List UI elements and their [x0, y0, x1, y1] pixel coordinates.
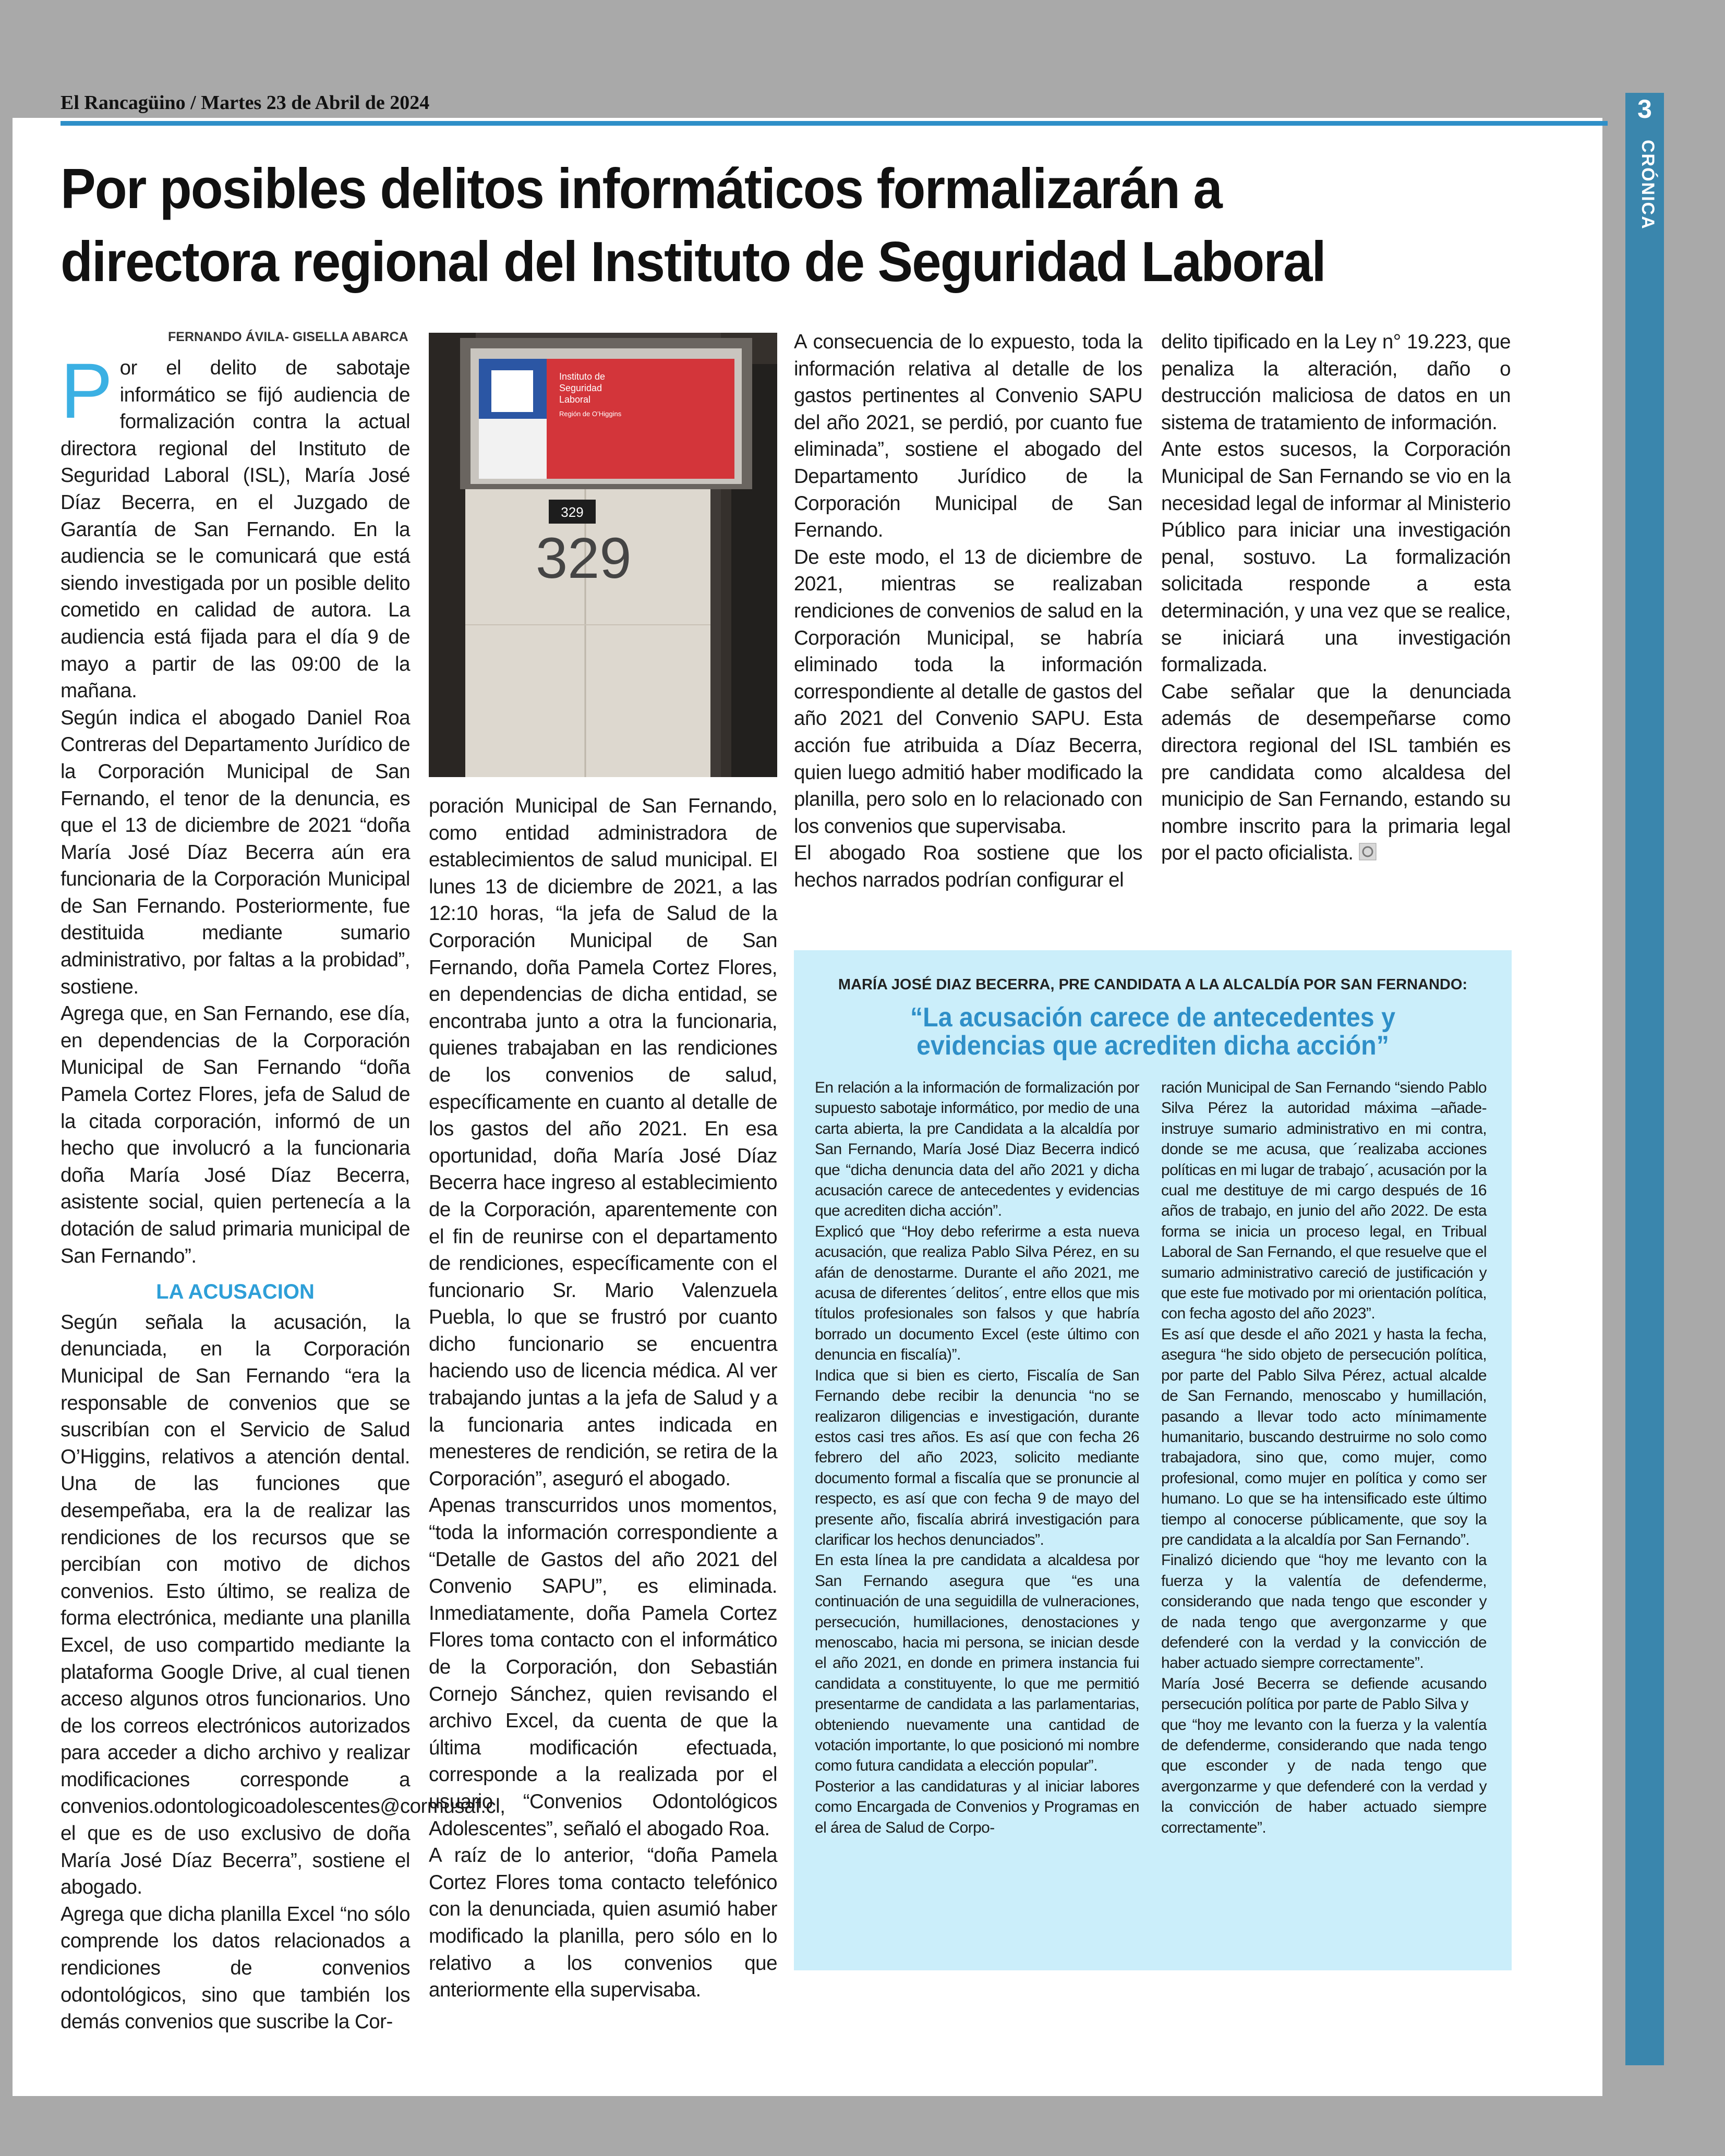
body-paragraph: A consecuencia de lo expuesto, toda la información relativa al detalle de los gastos pertinentes al Convenio SAPU del año 2021, se perdió, por cuanto fue eliminada”, sostiene el abogado del Departamento Jurídico de la Corporación Municipal de San Fernando. [794, 331, 1142, 542]
sidebox-paragraph: En esta línea la pre candidata a alcaldesa por San Fernando asegura que “es una continuación de una seguidilla de vulneraciones, persecución, humillaciones, denostaciones y menoscabo, hacia mi persona, se inician desde el año 2021, en donde en primera instancia fui candidata a constituyente, lo que me permitió presentarme de candidata a las parlamentarias, obteniendo nuevamente una cantidad de votación importante, lo que posicionó mi nombre como futura candidata a elección popular”. [815, 1552, 1139, 1775]
sidebox-column-right [1161, 1077, 1487, 1838]
article-photo [429, 333, 777, 777]
headline-line-1: Por posibles delitos informáticos formalizarán a [61, 157, 1222, 221]
sidebox-title-line-2: evidencias que acrediten dicha acción” [916, 1031, 1389, 1061]
sidebox-title [857, 1003, 1449, 1060]
body-paragraph: Ante estos sucesos, la Corporación Municipal de San Fernando se vio en la necesidad legal de informar al Ministerio Público para iniciar una investigación penal, sostuvo. La formalización solicitada responde a esta determinación, y una vez que se realice, se iniciará una investigación formalizada. [1161, 438, 1511, 676]
body-paragraph: poración Municipal de San Fernando, como entidad administradora de establecimientos de salud municipal. El lunes 13 de diciembre de 2021, a las 12:10 horas, “la jefa de Salud de la Corporación Municipal de San Fernando, doña Pamela Cortez Flores, en dependencias de dicha entidad, se encontraba junto a otra la funcionaria, quienes trabajaban en las rendiciones de los convenios de salud, específicamente en cuanto al detalle de los gastos del año 2021. En esa oportunidad, doña María José Díaz Becerra hace ingreso al establecimiento de la Corporación, aparentemente con el fin de reunirse con el departamento de rendiciones, específicamente con el funcionario Sr. Mario Valenzuela Puebla, lo que se frustró por cuanto dicho funcionario se encuentra haciendo uso de licencia médica. Al ver trabajando juntas a la jefa de Salud y a la funcionaria antes indicada en menesteres de rendición, se retira de la Corporación”, aseguró el abogado. [429, 795, 777, 1490]
publication-name: El Rancagüino / [61, 92, 196, 114]
sign-text-1: Instituto de [559, 371, 606, 382]
sidebox-kicker: MARÍA JOSÉ DIAZ BECERRA, PRE CANDIDATA A LA ALCALDÍA POR SAN FERNANDO: [838, 976, 1468, 993]
sign-text-4: Región de O’Higgins [559, 410, 622, 418]
door-number: 329 [536, 526, 632, 590]
page-number: 3 [1637, 94, 1652, 124]
sidebox-paragraph: Indica que si bien es cierto, Fiscalía de San Fernando debe recibir la denuncia “no se realizaron diligencias e investigación, durante estos casi tres años. Es así que con fecha 26 febrero del año 2023, solicito mediante documento formal a fiscalía que se pronuncie al respecto, es así que con fecha 9 de mayo del presente año, fiscalía abrirá investigación para clarificar los hechos denunciados”. [815, 1366, 1139, 1548]
section-subhead: LA ACUSACION [156, 1280, 315, 1304]
article-headline [61, 152, 1457, 298]
headline-line-2: directora regional del Instituto de Seguridad Laboral [61, 230, 1325, 294]
article-byline: FERNANDO ÁVILA- GISELLA ABARCA [168, 330, 408, 344]
body-paragraph: De este modo, el 13 de diciembre de 2021, mientras se realizaban rendiciones de convenios de salud en la Corporación Municipal, se habría eliminado toda la información correspondiente al detalle de gastos del año 2021 del Convenio SAPU. Esta acción fue atribuida a Díaz Becerra, quien luego admitió haber modificado la planilla, pero solo en lo relacionado con los convenios que supervisaba. [794, 546, 1142, 838]
sidebox-paragraph: Finalizó diciendo que “hoy me levanto con la fuerza y la valentía de defenderme, considerando que nada tengo que esconder y de nada tengo que avergonzarme y que defenderé con la verdad y la convicción de haber actuado siempre correctamente”. [1161, 1552, 1487, 1672]
page-header [61, 91, 429, 114]
header-rule [61, 121, 1608, 126]
body-paragraph: Agrega que, en San Fernando, ese día, en dependencias de la Corporación Municipal de San Fernando “doña Pamela Cortez Flores, jefa de Salud de la citada corporación, informó de un hecho que involucró a la funcionaria doña María José Díaz Becerra, asistente social, quien pertenecía a la dotación de salud primaria municipal de San Fernando”. [61, 1002, 410, 1267]
sign-text-3: Laboral [559, 394, 591, 405]
body-paragraph: Apenas transcurridos unos momentos, “toda la información correspondiente a “Detalle de Gastos del año 2021 del Convenio SAPU”, es eliminada. Inmediatamente, doña Pamela Cortez Flores toma contacto con el informático de la Corporación, don Sebastián Cornejo Sánchez, quien revisando el archivo Excel, da cuenta de que la última modificación efectuada, corresponde a la realizada por el usuario “Convenios Odontológicos Adolescentes”, señaló el abogado Roa. [429, 1494, 777, 1840]
plate-number: 329 [561, 504, 584, 520]
sign-text-2: Seguridad [559, 383, 602, 393]
sidebox-paragraph: que “hoy me levanto con la fuerza y la valentía de defenderme, considerando que nada tengo que esconder y de nada tengo que avergonzarme y que defenderé con la verdad y la convicción de haber actuado siempre correctamente”. [1161, 1716, 1487, 1836]
section-label: CRÓNICA [1638, 140, 1658, 230]
article-column-1 [61, 347, 505, 2036]
body-paragraph: delito tipificado en la Ley n° 19.223, que penaliza la alteración, daño o destrucción maliciosa de datos en un sistema de tratamiento de información. [1161, 331, 1511, 434]
sidebox-paragraph: María José Becerra se defiende acusando persecución política por parte de Pablo Silva y [1161, 1675, 1487, 1713]
article-column-3 [794, 329, 1142, 893]
sidebox-paragraph: ración Municipal de San Fernando “siendo Pablo Silva Pérez la autoridad máxima –añade- instruye sumario administrativo en mi contra, donde se me acusa, que ´realizaba acciones políticas en mi lugar de trabajo´, acusación por la cual me destituye de mi cargo después de 16 años de trabajo, en junio del año 2022. De esta forma se inicia un proceso legal, en Tribual Laboral de San Fernando, el que resuelve que el sumario administrativo careció de justificación y que este fue motivado por mi orientación política, con fecha agosto del año 2023”. [1161, 1079, 1487, 1323]
sidebox-column-left [815, 1077, 1139, 1838]
body-paragraph: Cabe señalar que la denunciada además de desempeñarse como directora regional del ISL también es pre candidata como alcaldesa del municipio de San Fernando, estando su nombre inscrito para la primaria legal por el pacto oficialista. [1161, 679, 1511, 868]
drop-cap: P [61, 347, 113, 434]
lead-paragraph: Por el delito de sabotaje informático se fijó audiencia de formalización contra la actual directora regional del Instituto de Seguridad Laboral (ISL), María José Díaz Becerra, en el Juzgado de Garantía de San Fernando. En la audiencia se le comunicará que está siendo investigada por un posible delito cometido en calidad de autora. La audiencia está fijada para el día 9 de mayo a partir de las 09:00 de la mañana. [61, 347, 410, 702]
body-paragraph: Según señala la acusación, la denunciada, en la Corporación Municipal de San Fernando “era la responsable de convenios que se suscribían con el Servicio de Salud O’Higgins, relativos a atención dental. Una de las funciones que desempeñaba, era la de realizar las rendiciones de los recursos que se percibían con motivo de dichos convenios. Esto último, se realiza de forma electrónica, mediante una planilla Excel, de uso compartido mediante la plataforma Google Drive, al cual tienen acceso algunos otros funcionarios. Uno de los correos electrónicos autorizados para acceder a dicho archivo y realizar modificaciones corresponde a convenios.odontologicoadolescentes@cormusaf.cl, el que es de uso exclusivo de doña María José Díaz Becerra”, sostiene el abogado. [61, 1311, 505, 1899]
sidebox-paragraph: Explicó que “Hoy debo referirme a esta nueva acusación, que realiza Pablo Silva Pérez, en su afán de denostarme. Durante el año 2021, me acusa de diferentes ´delitos´, entre ellos que mis títulos profesionales son falsos y que habría borrado un documento Excel (este último con denuncia en fiscalía)”. [815, 1222, 1139, 1364]
section-sidebar-tab [1625, 93, 1664, 2065]
sidebox-title-line-1: “La acusación carece de antecedentes y [910, 1002, 1396, 1033]
end-of-article-icon [1359, 841, 1377, 868]
publication-date: Martes 23 de Abril de 2024 [201, 92, 430, 114]
body-paragraph: A raíz de lo anterior, “doña Pamela Cortez Flores toma contacto telefónico con la denunciada, quien asumió haber modificado la planilla, pero sólo en lo relativo a los convenios que anteriormente ella supervisaba. [429, 1844, 777, 2002]
sidebox-paragraph: Posterior a las candidaturas y al iniciar labores como Encargada de Convenios y Programas en el área de Salud de Corpo- [815, 1777, 1139, 1836]
body-paragraph: Según indica el abogado Daniel Roa Contreras del Departamento Jurídico de la Corporación Municipal de San Fernando, el tenor de la denuncia, es que el 13 de diciembre de 2021 “doña María José Díaz Becerra aún era funcionaria de la Corporación Municipal de San Fernando. Posteriormente, fue destituida mediante sumario administrativo, por faltas a la probidad”, sostiene. [61, 706, 410, 998]
body-paragraph: El abogado Roa sostiene que los hechos narrados podrían configurar el [794, 842, 1142, 891]
article-column-4 [1161, 329, 1511, 868]
sidebox-paragraph: En relación a la información de formalización por supuesto sabotaje informático, por medio de una carta abierta, la pre Candidata a la alcaldía por San Fernando, María José Diaz Becerra indicó que “dicha denuncia data del año 2021 y dicha acusación carece de antecedentes y evidencias que acrediten dicha acción”. [815, 1079, 1139, 1220]
body-paragraph: Agrega que dicha planilla Excel “no sólo comprende los datos relacionados a rendiciones de convenios odontológicos, sino que también los demás convenios que suscribe la Cor- [61, 1903, 410, 2033]
sidebox-paragraph: Es así que desde el año 2021 y hasta la fecha, asegura “he sido objeto de persecución política, por parte del Pablo Silva Pérez, actual alcalde de San Fernando, menoscabo y humillación, pasando a llevar todo acto mínimamente humanitario, buscando destruirme no solo como trabajadora, sino que, como mujer, como profesional, como mujer en política y como ser humano. Lo que se ha intensificado este último tiempo al conocerse públicamente, que soy la pre candidata a la alcaldía por San Fernando”. [1161, 1325, 1487, 1548]
article-column-2 [429, 793, 777, 2004]
